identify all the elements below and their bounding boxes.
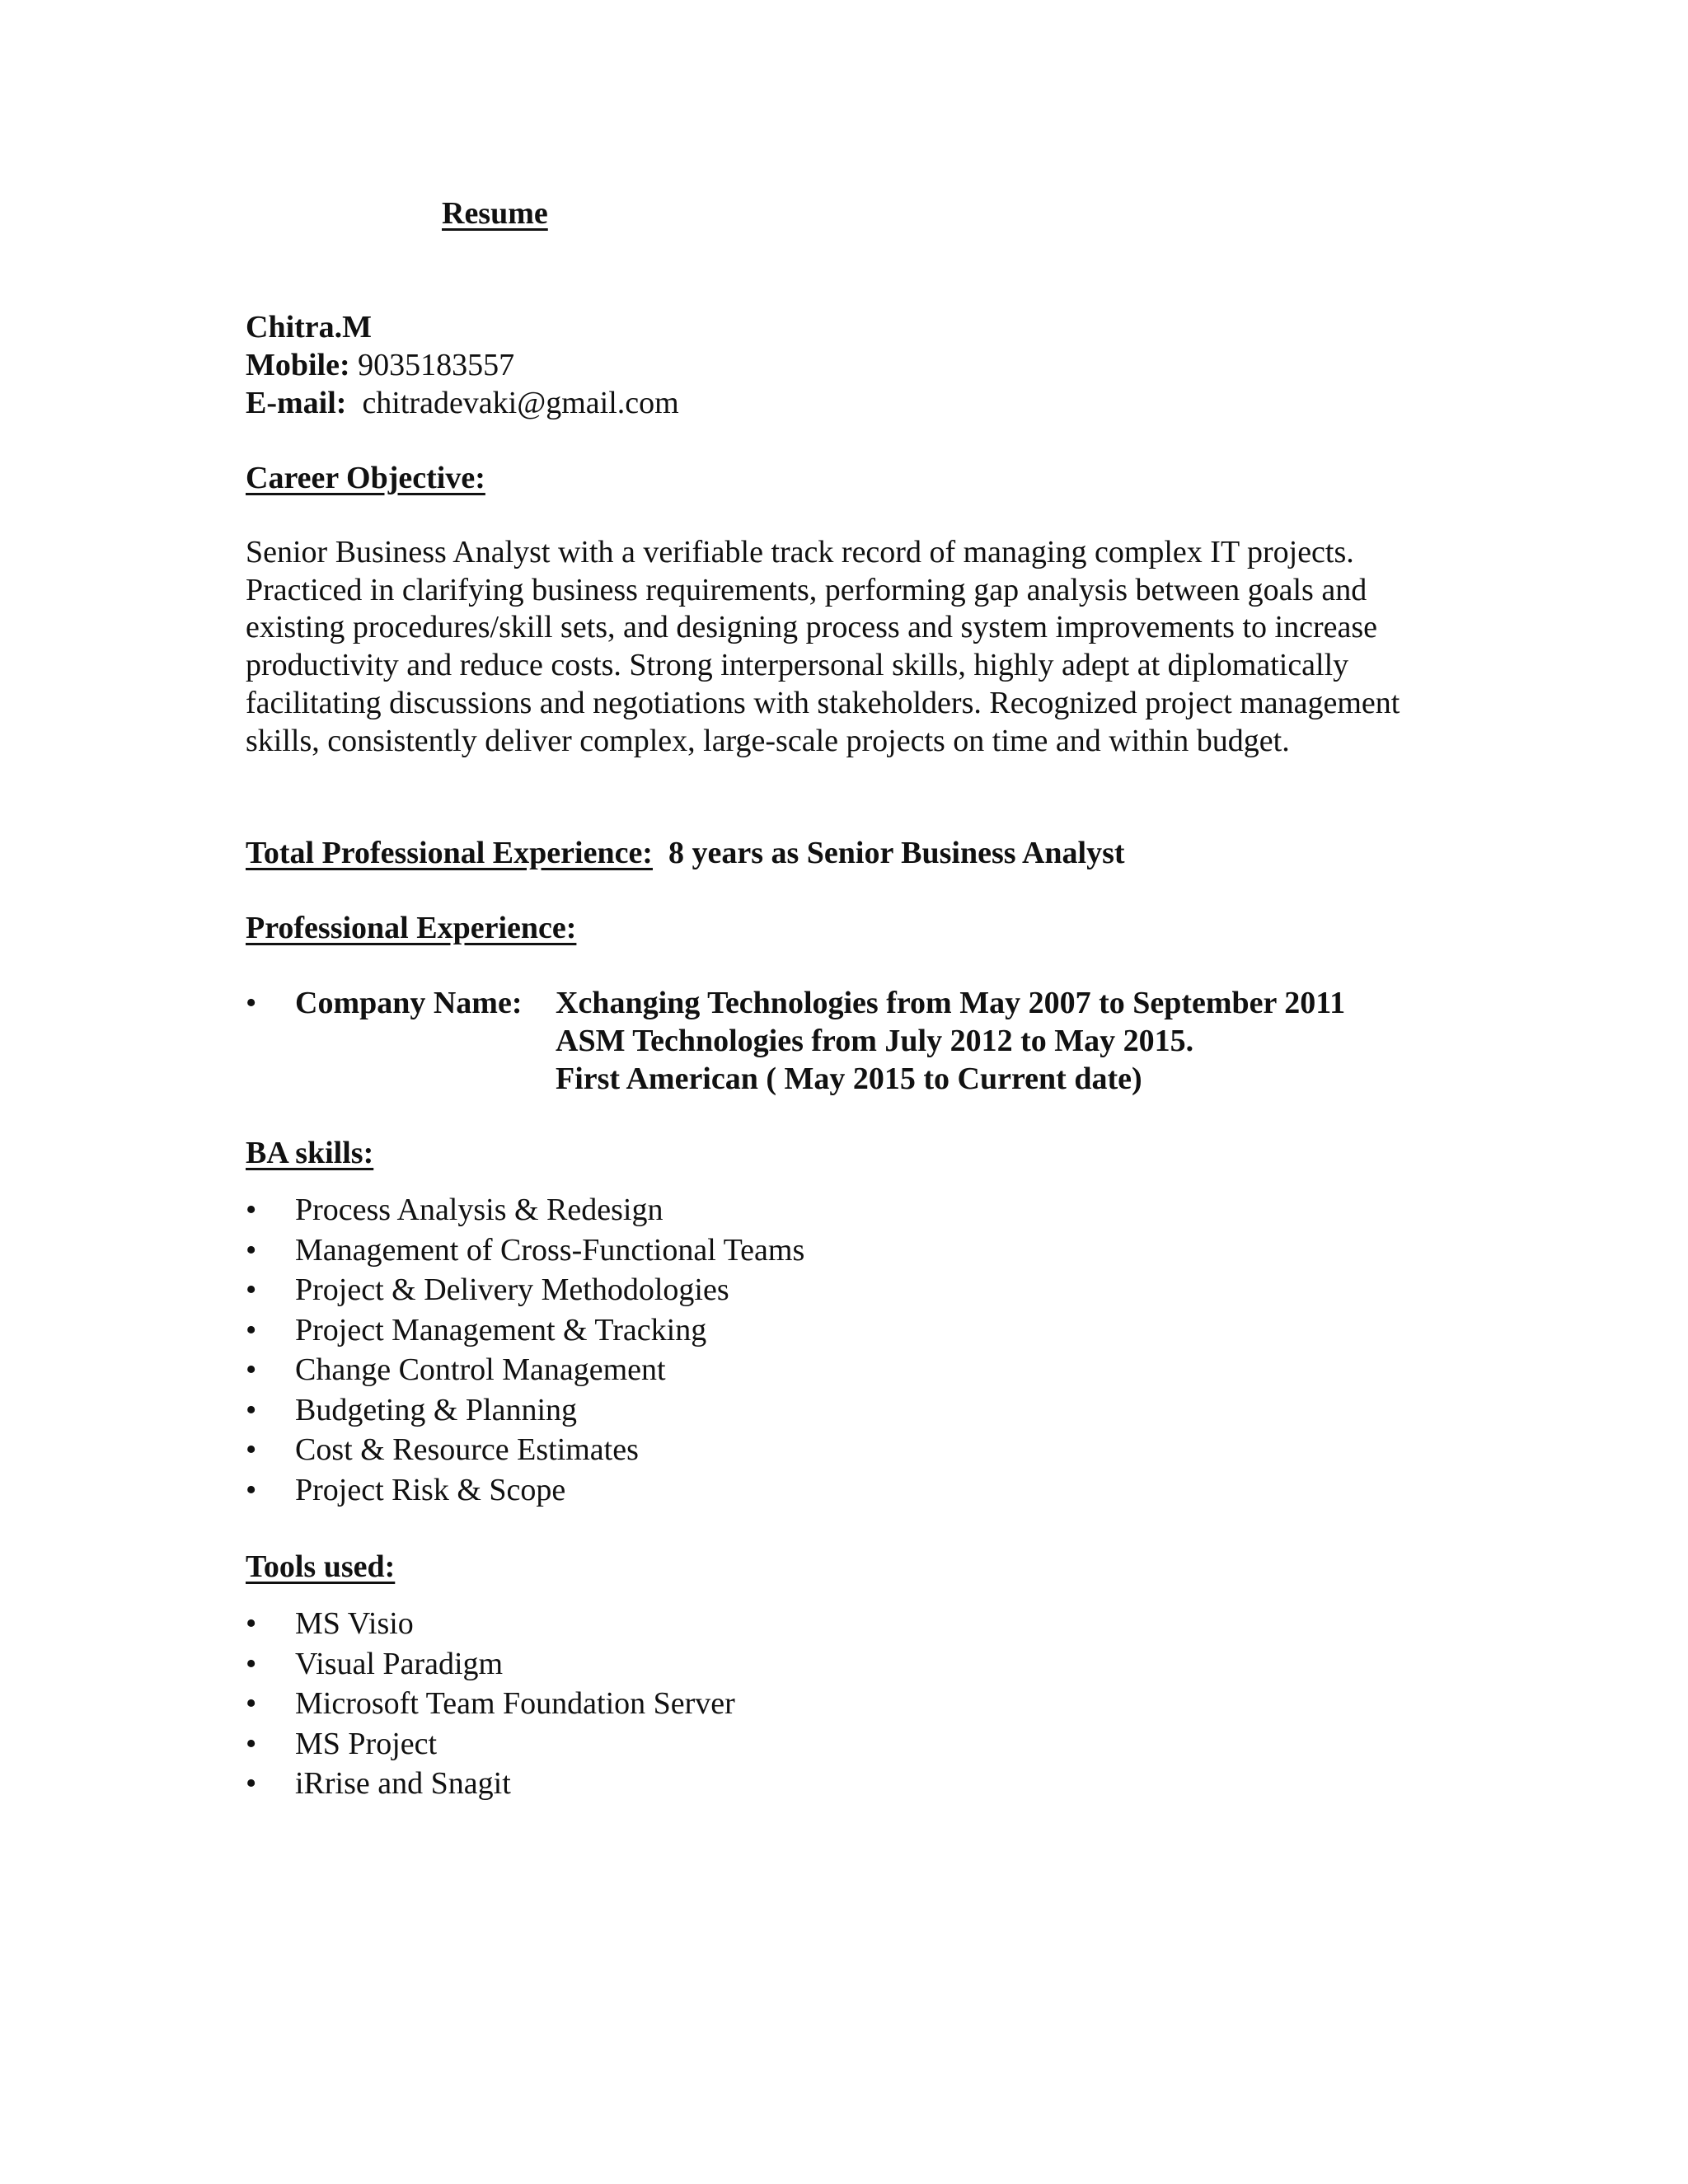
list-item: [246, 1190, 804, 1230]
bullet-icon: •: [246, 1686, 257, 1721]
ba-skills-heading: [246, 1134, 373, 1172]
bullet-icon: •: [246, 1766, 257, 1801]
list-item: [246, 1390, 804, 1431]
bullet-icon: •: [246, 1272, 257, 1307]
total-experience-heading: Total Professional Experience:: [246, 836, 653, 870]
total-experience-line: [246, 834, 1125, 872]
list-item: [246, 1270, 804, 1310]
skill-text: Cost & Resource Estimates: [295, 1432, 639, 1467]
tools-used-heading-text: Tools used:: [246, 1549, 396, 1584]
list-item: [246, 1310, 804, 1351]
skill-text: Budgeting & Planning: [295, 1392, 577, 1427]
skill-text: Project Management & Tracking: [295, 1312, 707, 1347]
list-item: [246, 1684, 735, 1724]
bullet-icon: •: [246, 1312, 257, 1347]
list-item: [246, 1430, 804, 1470]
bullet-icon: •: [246, 1606, 257, 1641]
professional-experience-heading-text: Professional Experience:: [246, 911, 577, 945]
total-experience-value: 8 years as Senior Business Analyst: [668, 836, 1125, 870]
bullet-icon: •: [246, 1392, 257, 1427]
bullet-icon: •: [246, 1726, 257, 1761]
company-name-label: Company Name:: [295, 986, 523, 1020]
tool-text: MS Project: [295, 1726, 438, 1761]
skill-text: Project Risk & Scope: [295, 1472, 566, 1507]
ba-skills-list: [246, 1190, 804, 1510]
contact-block: [246, 308, 679, 422]
list-item: [246, 1350, 804, 1390]
list-item: [246, 1230, 804, 1271]
professional-experience-heading: [246, 909, 576, 947]
bullet-icon: •: [246, 1352, 257, 1387]
company-entry: ASM Technologies from July 2012 to May 2015.: [556, 1024, 1194, 1058]
page-title: Resume: [442, 196, 548, 231]
bullet-icon: •: [246, 1472, 257, 1507]
tools-list: [246, 1604, 735, 1804]
company-row: [246, 984, 1345, 1098]
list-item: [246, 1604, 735, 1644]
list-item: [246, 1764, 735, 1804]
mobile-line: [246, 346, 679, 384]
email-line: [246, 384, 679, 422]
bullet-icon: •: [246, 1646, 257, 1681]
skill-text: Management of Cross-Functional Teams: [295, 1232, 805, 1268]
email-label: E-mail:: [246, 386, 347, 420]
companies: [556, 984, 1345, 1098]
bullet-icon: •: [246, 1232, 257, 1268]
tool-text: Visual Paradigm: [295, 1646, 504, 1681]
tool-text: Microsoft Team Foundation Server: [295, 1686, 735, 1721]
bullet-icon: •: [246, 1193, 257, 1227]
company-entry: First American ( May 2015 to Current date): [556, 1062, 1142, 1096]
list-item: [246, 1470, 804, 1511]
email-address: chitradevaki@gmail.com: [362, 386, 679, 420]
skill-text: Change Control Management: [295, 1352, 666, 1387]
mobile-number: 9035183557: [358, 348, 515, 382]
bullet-icon: •: [246, 1432, 257, 1467]
list-item: [246, 1644, 735, 1685]
career-objective-text: Senior Business Analyst with a verifiable track record of managing complex IT projects. Practiced in clarifying business requirements, performing gap analysis between goals and existing procedures/skill sets, and designing process and system improvements to increase productivity and reduce costs. Strong interpersonal skills, highly adept at diplomatically facilitating discussions and negotiations with stakeholders. Recognized project management skills, consistently deliver complex, large-scale projects on time and within budget.: [246, 535, 1400, 758]
tool-text: MS Visio: [295, 1606, 414, 1641]
skill-text: Process Analysis & Redesign: [295, 1193, 663, 1227]
company-entry: Xchanging Technologies from May 2007 to September 2011: [556, 986, 1346, 1020]
tools-used-heading: [246, 1548, 395, 1586]
tool-text: iRrise and Snagit: [295, 1766, 511, 1801]
mobile-label: Mobile:: [246, 348, 350, 382]
career-objective-heading: [246, 459, 485, 497]
skill-text: Project & Delivery Methodologies: [295, 1272, 729, 1307]
candidate-name: Chitra.M: [246, 310, 373, 344]
bullet-icon: •: [246, 986, 257, 1020]
career-objective-heading-text: Career Objective:: [246, 461, 485, 495]
ba-skills-heading-text: BA skills:: [246, 1136, 374, 1170]
company-list: [246, 984, 1345, 1098]
list-item: [246, 1724, 735, 1765]
